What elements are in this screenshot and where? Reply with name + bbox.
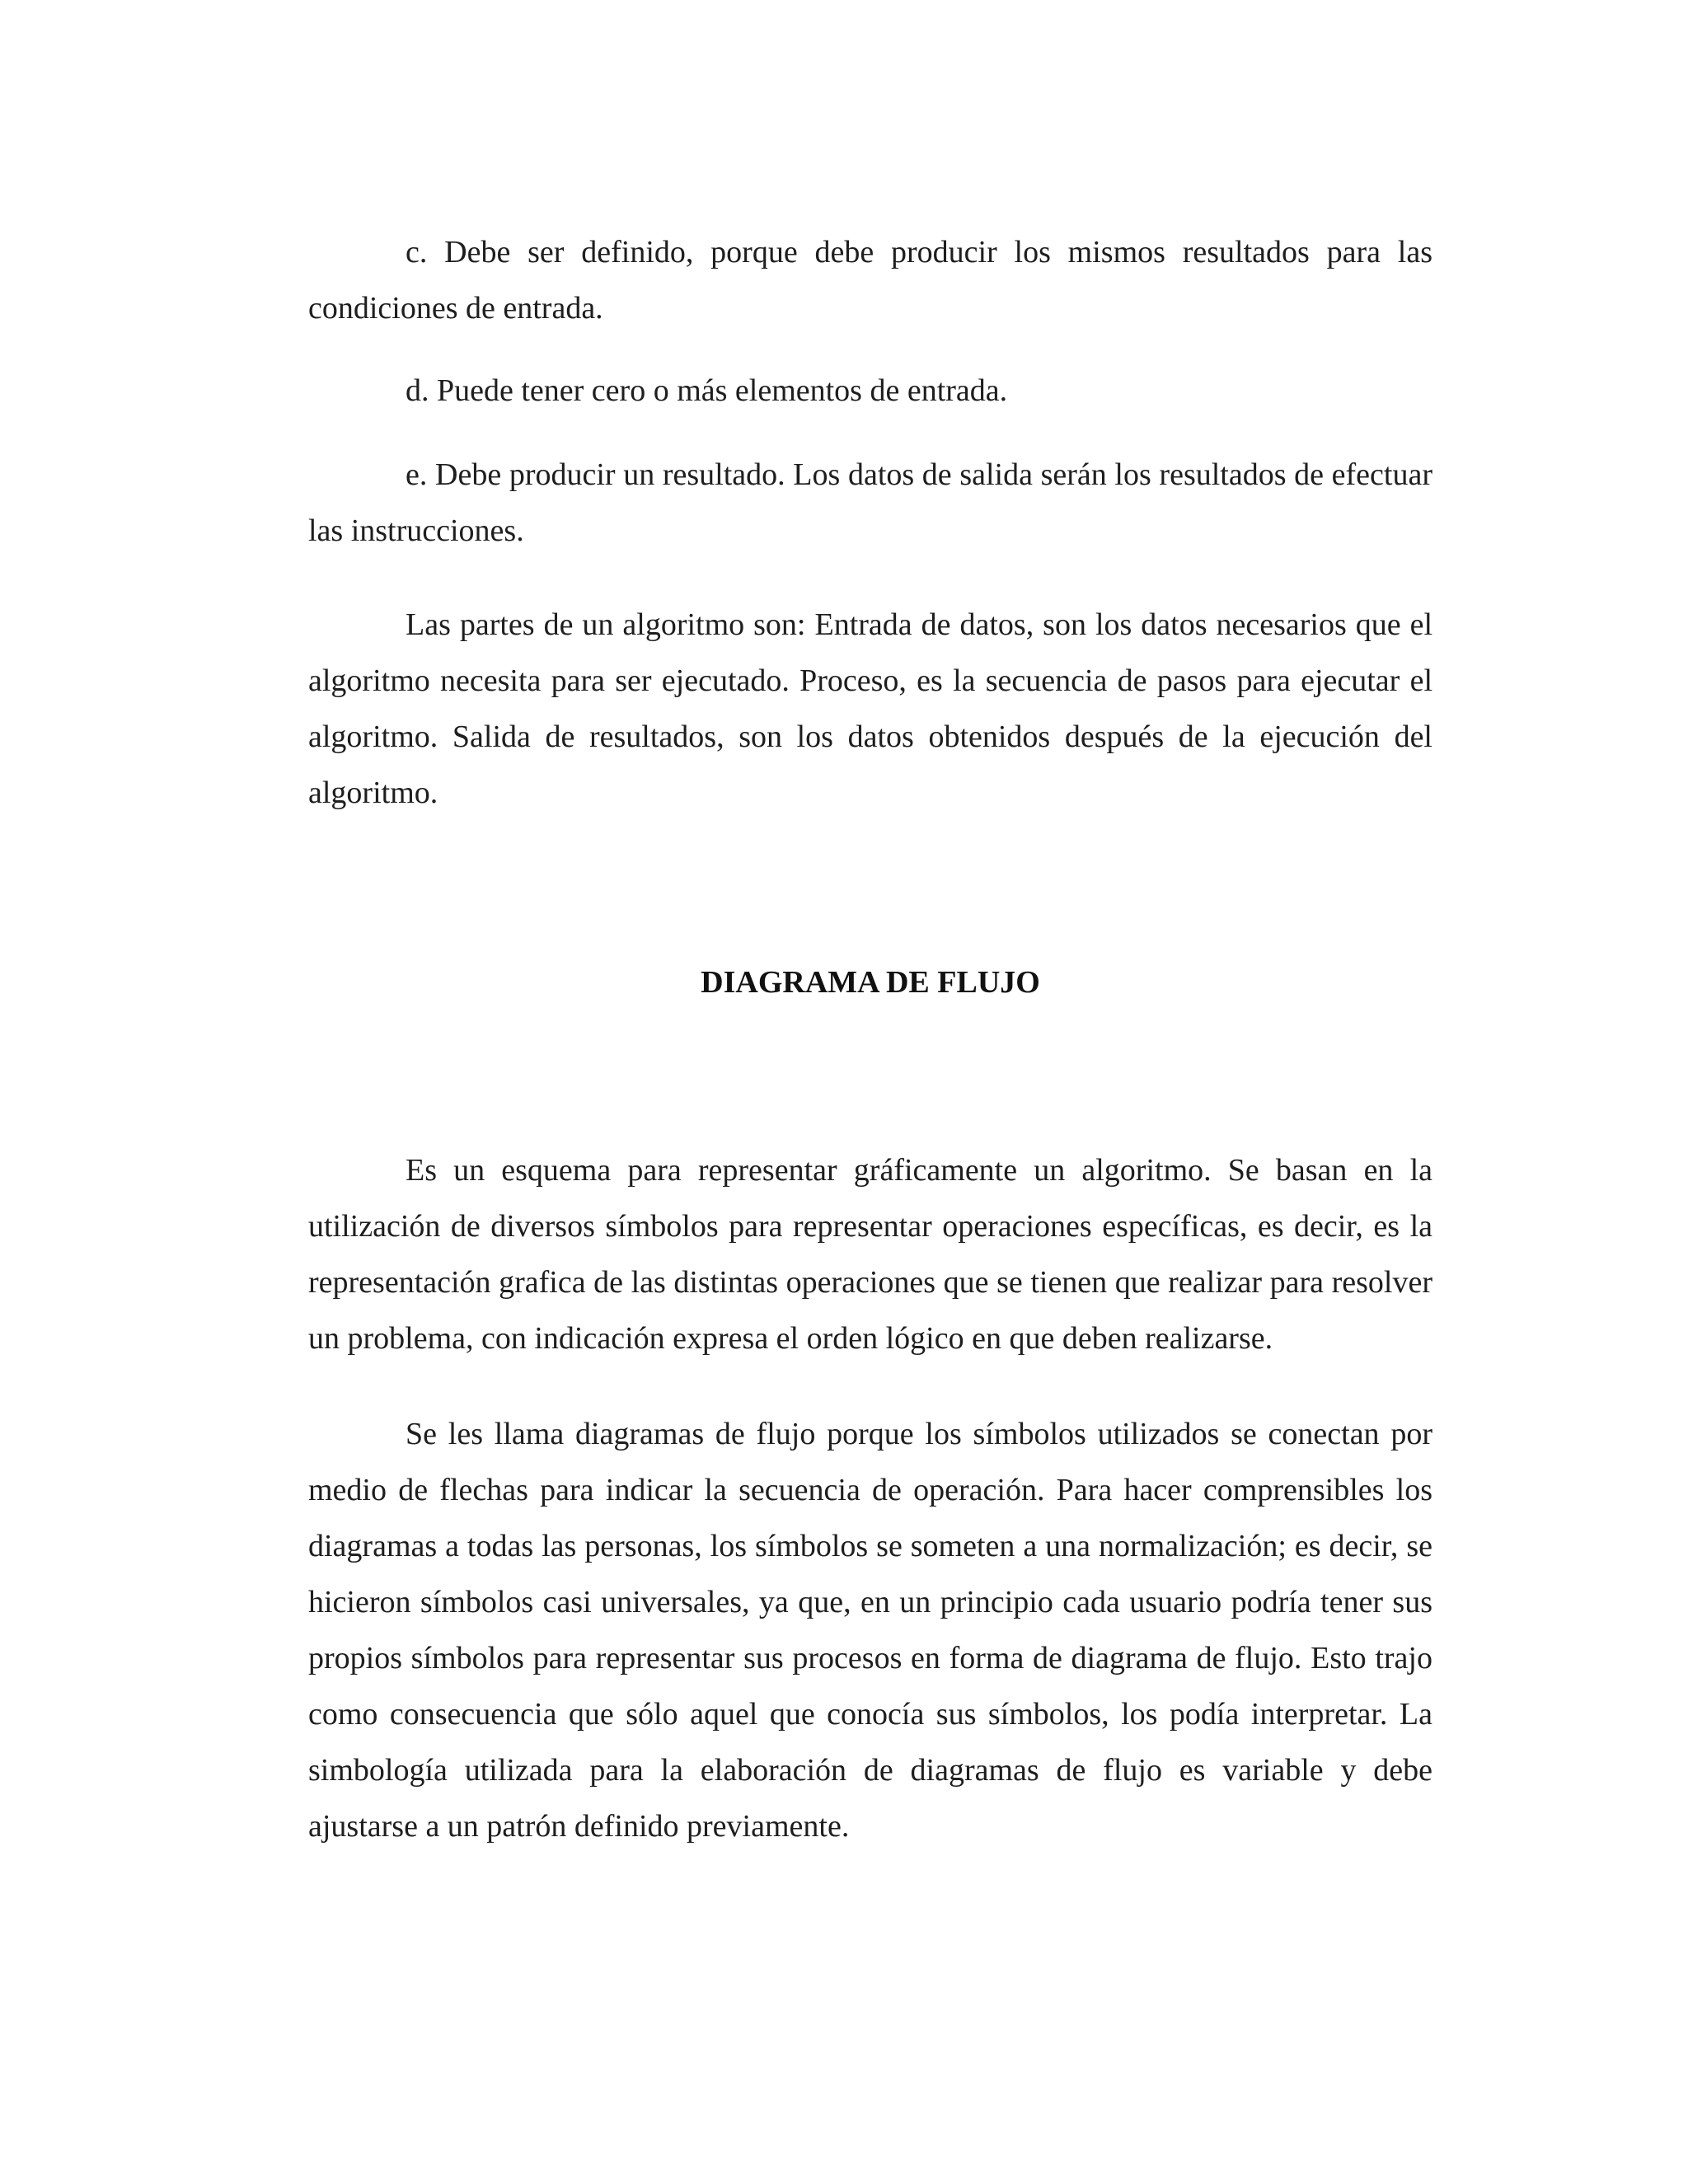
paragraph-item-e: e. Debe producir un resultado. Los datos de salida serán los resultados de efectuar las instrucciones. xyxy=(308,457,1432,548)
paragraph-esquema: Es un esquema para representar gráficamente un algoritmo. Se basan en la utilización de diversos símbolos para representar operaciones específicas, es decir, es la representación grafica de las distintas operaciones que se tienen que realizar para resolver un problema, con indicación expresa el orden lógico en que deben realizarse. xyxy=(308,1153,1432,1356)
section-heading: DIAGRAMA DE FLUJO xyxy=(701,965,1040,1000)
paragraph-diagramas-llamados: Se les llama diagramas de flujo porque los símbolos utilizados se conectan por medio de flechas para indicar la secuencia de operación. Para hacer comprensibles los diagramas a todas las personas, los símbolos se someten a una normalización; es decir, se hicieron símbolos casi universales, ya que, en un principio cada usuario podría tener sus propios símbolos para representar sus procesos en forma de diagrama de flujo. Esto trajo como consecuencia que sólo aquel que conocía sus símbolos, los podía interpretar. La simbología utilizada para la elaboración de diagramas de flujo es variable y debe ajustarse a un patrón definido previamente. xyxy=(308,1417,1432,1844)
paragraph-item-d: d. Puede tener cero o más elementos de entrada. xyxy=(406,373,1008,408)
paragraph-item-c: c. Debe ser definido, porque debe producir los mismos resultados para las condiciones de entrada. xyxy=(308,235,1432,326)
paragraph-partes-algoritmo: Las partes de un algoritmo son: Entrada de datos, son los datos necesarios que el algoritmo necesita para ser ejecutado. Proceso, es la secuencia de pasos para ejecutar el algoritmo. Salida de resultados, son los datos obtenidos después de la ejecución del algoritmo. xyxy=(308,607,1432,810)
